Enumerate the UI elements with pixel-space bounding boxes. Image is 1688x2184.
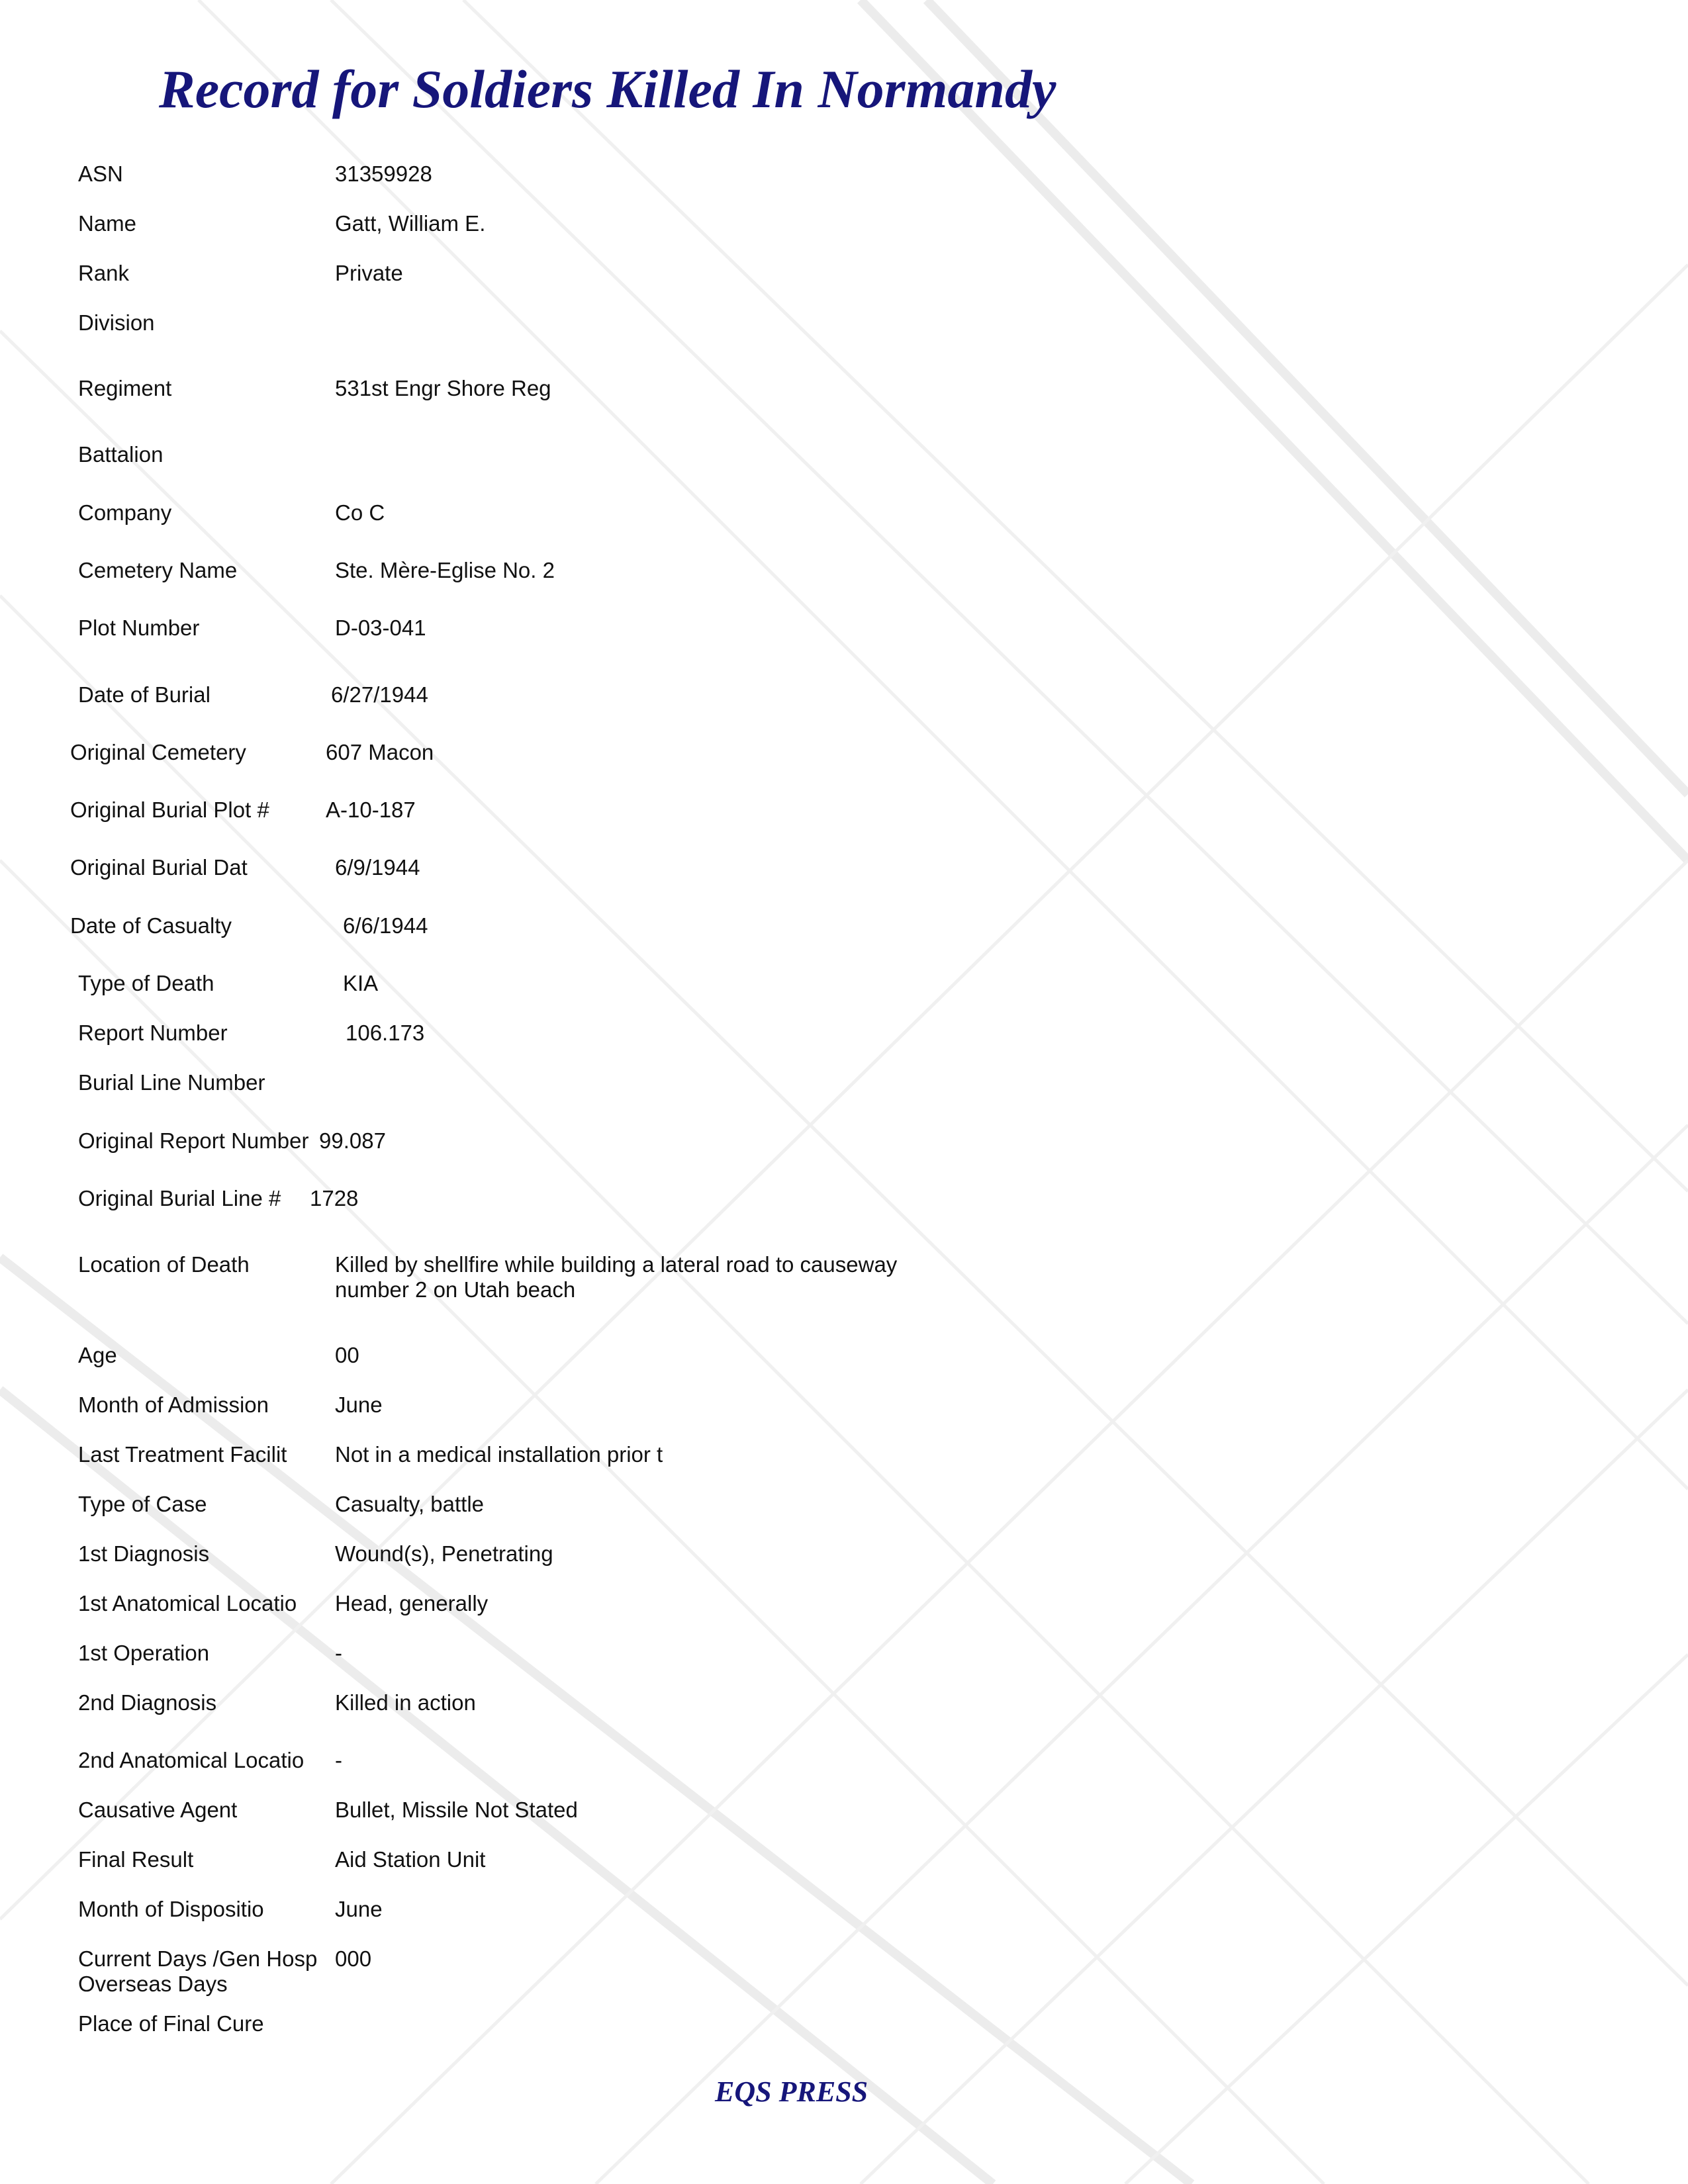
field-value: - [335, 1748, 342, 1772]
field-value: Private [335, 261, 403, 285]
field-label: 2nd Diagnosis [78, 1690, 217, 1715]
field-label: Original Burial Plot # [70, 797, 269, 822]
field-label: 1st Anatomical Locatio [78, 1591, 297, 1615]
field-value: Killed by shellfire while building a lateral road to causeway number 2 on Utah beach [335, 1252, 898, 1302]
field-label: Causative Agent [78, 1797, 238, 1822]
field-label: Original Burial Dat [70, 855, 248, 880]
field-label: ASN [78, 161, 123, 186]
field-value: 6/6/1944 [343, 913, 428, 938]
field-value: 106.173 [346, 1021, 425, 1045]
field-value: Gatt, William E. [335, 211, 486, 236]
field-value: 6/27/1944 [331, 682, 428, 707]
field-value: A-10-187 [326, 797, 416, 822]
field-label: 1st Operation [78, 1641, 210, 1665]
page-title: Record for Soldiers Killed In Normandy [159, 59, 1056, 119]
field-label: Month of Dispositio [78, 1897, 264, 1921]
field-value: D-03-041 [335, 615, 426, 640]
field-value: 607 Macon [326, 740, 434, 764]
field-label: Overseas Days [78, 1972, 228, 1996]
field-value: KIA [343, 971, 379, 995]
field-value: 31359928 [335, 161, 432, 186]
field-label: Type of Death [78, 971, 214, 995]
field-label: Cemetery Name [78, 558, 238, 582]
field-value: Co C [335, 500, 385, 525]
field-label: Company [78, 500, 172, 525]
field-value: Head, generally [335, 1591, 489, 1615]
field-value: Wound(s), Penetrating [335, 1541, 553, 1566]
field-label: Last Treatment Facilit [78, 1442, 287, 1467]
field-value: 1728 [310, 1186, 359, 1210]
field-label: Battalion [78, 442, 164, 467]
field-value: Bullet, Missile Not Stated [335, 1797, 578, 1822]
field-label: Month of Admission [78, 1392, 269, 1417]
field-value: Aid Station Unit [335, 1847, 486, 1872]
field-label: Plot Number [78, 615, 200, 640]
field-label: Burial Line Number [78, 1070, 265, 1095]
field-label: Original Burial Line # [78, 1186, 281, 1210]
field-label: Date of Casualty [70, 913, 232, 938]
field-label: Date of Burial [78, 682, 211, 707]
field-label: Current Days /Gen Hosp [78, 1946, 318, 1971]
publisher-footer: EQS PRESS [715, 2075, 868, 2108]
field-label: Original Report Number [78, 1128, 309, 1153]
field-label: Age [78, 1343, 117, 1367]
field-value: June [335, 1392, 383, 1417]
field-label: 1st Diagnosis [78, 1541, 210, 1566]
field-value: Casualty, battle [335, 1492, 485, 1516]
field-value: Ste. Mère-Eglise No. 2 [335, 558, 555, 582]
field-label: 2nd Anatomical Locatio [78, 1748, 305, 1772]
field-label: Final Result [78, 1847, 194, 1872]
field-value: Killed in action [335, 1690, 476, 1715]
field-label: Division [78, 310, 155, 335]
field-value: 000 [335, 1946, 372, 1971]
field-value: June [335, 1897, 383, 1921]
field-label: Type of Case [78, 1492, 207, 1516]
field-label: Regiment [78, 376, 172, 400]
field-value: - [335, 1641, 342, 1665]
field-label: Report Number [78, 1021, 228, 1045]
field-value: 00 [335, 1343, 359, 1367]
field-label: Name [78, 211, 137, 236]
field-value: 531st Engr Shore Reg [335, 376, 551, 400]
field-label: Location of Death [78, 1252, 250, 1277]
field-value: 6/9/1944 [335, 855, 420, 880]
field-label: Rank [78, 261, 130, 285]
field-label: Original Cemetery [70, 740, 246, 764]
field-label: Place of Final Cure [78, 2011, 264, 2036]
field-value: 99.087 [319, 1128, 386, 1153]
field-value: Not in a medical installation prior t [335, 1442, 663, 1467]
